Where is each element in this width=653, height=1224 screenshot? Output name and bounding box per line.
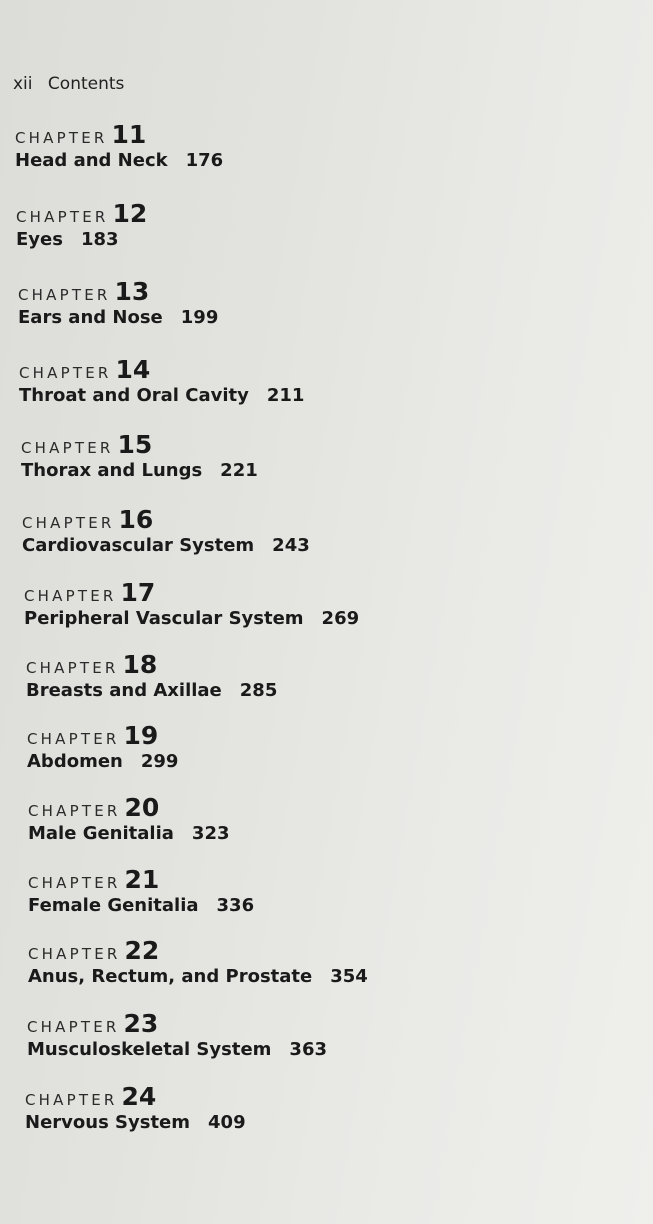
- chapter-title: Nervous System: [25, 1112, 191, 1133]
- chapter-number: 14: [115, 355, 151, 384]
- chapter-title: Throat and Oral Cavity: [19, 385, 249, 406]
- chapter-page-number: 211: [266, 385, 305, 406]
- running-head: [13, 74, 124, 94]
- chapter-entry-21: [28, 865, 254, 917]
- chapter-title: Cardiovascular System: [22, 535, 255, 556]
- chapter-number: 23: [123, 1009, 159, 1038]
- chapter-entry-24: [25, 1082, 246, 1134]
- chapter-number: 17: [120, 578, 156, 607]
- chapter-label: CHAPTER: [21, 439, 114, 457]
- chapter-page-number: 243: [272, 535, 310, 556]
- chapter-title: Musculoskeletal System: [27, 1039, 272, 1060]
- chapter-number: 22: [124, 936, 160, 965]
- chapter-label: CHAPTER: [15, 129, 108, 147]
- chapter-title: Ears and Nose: [18, 307, 163, 328]
- chapter-number: 16: [118, 505, 154, 534]
- chapter-title: Peripheral Vascular System: [24, 608, 304, 629]
- chapter-page-number: 285: [239, 680, 278, 701]
- chapter-entry-18: [26, 650, 277, 702]
- page-folio: xii: [13, 74, 33, 94]
- chapter-page-number: 269: [321, 608, 360, 629]
- chapter-entry-19: [27, 721, 178, 773]
- chapter-page-number: 299: [140, 751, 179, 772]
- chapter-entry-11: [15, 120, 223, 172]
- chapter-title: Anus, Rectum, and Prostate: [28, 966, 313, 987]
- chapter-label: CHAPTER: [27, 730, 120, 748]
- chapter-entry-22: [28, 936, 368, 988]
- section-title: Contents: [47, 74, 125, 94]
- chapter-page-number: 336: [216, 895, 255, 916]
- chapter-title: Breasts and Axillae: [26, 680, 222, 701]
- chapter-title: Male Genitalia: [28, 823, 174, 844]
- chapter-number: 19: [123, 721, 159, 750]
- chapter-number: 21: [124, 865, 160, 894]
- chapter-entry-15: [21, 430, 258, 482]
- chapter-entry-16: [22, 505, 310, 557]
- chapter-entry-23: [27, 1009, 327, 1061]
- chapter-number: 24: [121, 1082, 157, 1111]
- chapter-title: Eyes: [16, 229, 63, 250]
- chapter-entry-20: [28, 793, 230, 845]
- chapter-label: CHAPTER: [26, 659, 119, 677]
- chapter-label: CHAPTER: [18, 286, 111, 304]
- chapter-page-number: 409: [208, 1112, 246, 1133]
- chapter-label: CHAPTER: [28, 874, 121, 892]
- chapter-page-number: 176: [185, 150, 224, 171]
- chapter-label: CHAPTER: [27, 1018, 120, 1036]
- chapter-label: CHAPTER: [28, 945, 121, 963]
- chapter-page-number: 199: [180, 307, 219, 328]
- chapter-entry-14: [19, 355, 304, 407]
- chapter-number: 12: [112, 199, 148, 228]
- chapter-label: CHAPTER: [24, 587, 117, 605]
- chapter-page-number: 354: [330, 966, 368, 987]
- chapter-number: 11: [111, 120, 147, 149]
- chapter-title: Head and Neck: [15, 150, 168, 171]
- chapter-entry-17: [24, 578, 359, 630]
- chapter-label: CHAPTER: [22, 514, 115, 532]
- chapter-label: CHAPTER: [25, 1091, 118, 1109]
- chapter-page-number: 323: [191, 823, 230, 844]
- chapter-entry-12: [16, 199, 147, 251]
- chapter-number: 13: [114, 277, 150, 306]
- chapter-label: CHAPTER: [16, 208, 109, 226]
- chapter-entry-13: [18, 277, 218, 329]
- chapter-number: 20: [124, 793, 160, 822]
- chapter-page-number: 363: [289, 1039, 327, 1060]
- chapter-label: CHAPTER: [19, 364, 112, 382]
- chapter-title: Female Genitalia: [28, 895, 199, 916]
- chapter-title: Thorax and Lungs: [21, 460, 203, 481]
- chapter-title: Abdomen: [27, 751, 123, 772]
- chapter-label: CHAPTER: [28, 802, 121, 820]
- chapter-page-number: 183: [80, 229, 119, 250]
- chapter-number: 15: [117, 430, 153, 459]
- chapter-number: 18: [122, 650, 158, 679]
- chapter-page-number: 221: [220, 460, 258, 481]
